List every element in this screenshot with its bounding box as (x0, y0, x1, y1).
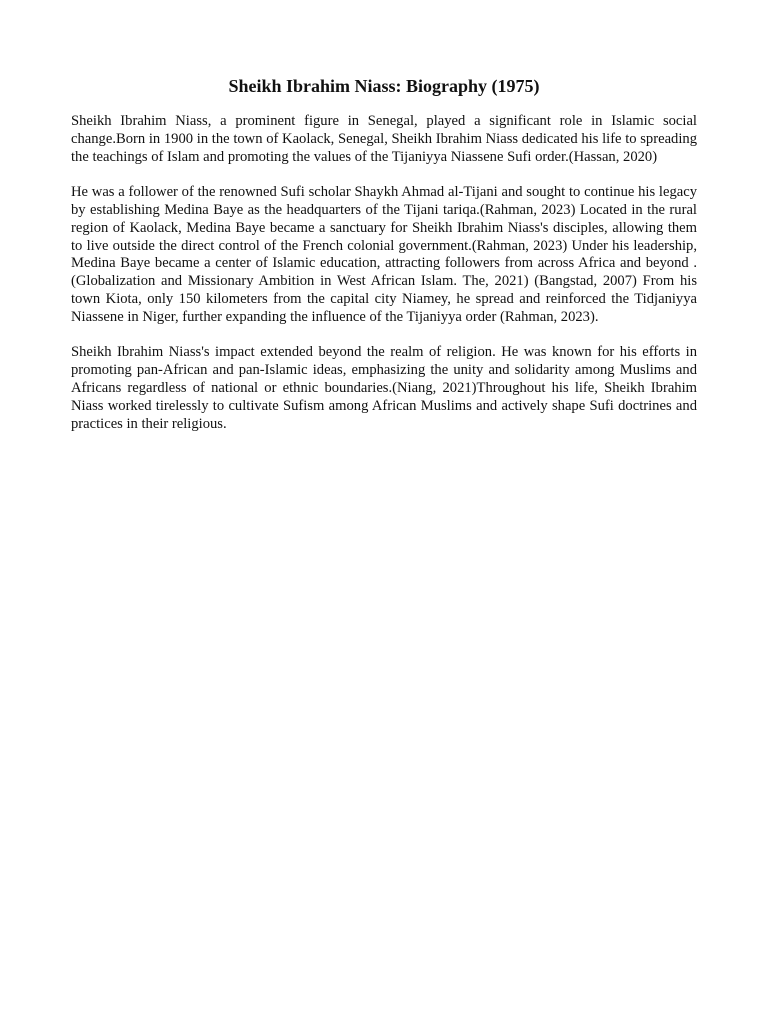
document-title: Sheikh Ibrahim Niass: Biography (1975) (228, 76, 540, 96)
paragraph-2: He was a follower of the renowned Sufi scholar Shaykh Ahmad al-Tijani and sought to continue his legacy by establishing Medina Baye as the headquarters of the Tijani tariqa.(Rahman, 2023) Located in the rural region of Kaolack, Medina Baye became a sanctuary for Sheikh Ibrahim Niass's disciples, allowing them to live outside the direct control of the French colonial government.(Rahman, 2023) Under his leadership, Medina Baye became a center of Islamic education, attracting followers from across Africa and beyond .(Globalization and Missionary Ambition in West African Islam. The, 2021) (Bangstad, 2007) From his town Kiota, only 150 kilometers from the capital city Niamey, he spread and reinforced the Tidjaniyya Niassene in Niger, further expanding the influence of the Tijaniyya order (Rahman, 2023). (71, 184, 697, 325)
paragraph-3: Sheikh Ibrahim Niass's impact extended beyond the realm of religion. He was known for his efforts in promoting pan-African and pan-Islamic ideas, emphasizing the unity and solidarity among Muslims and Africans regardless of national or ethnic boundaries.(Niang, 2021)Throughout his life, Sheikh Ibrahim Niass worked tirelessly to cultivate Sufism among African Muslims and actively shape Sufi doctrines and practices in their religious. (71, 344, 697, 432)
document-body (71, 113, 697, 451)
paragraph-1: Sheikh Ibrahim Niass, a prominent figure in Senegal, played a significant role in Islamic social change.Born in 1900 in the town of Kaolack, Senegal, Sheikh Ibrahim Niass dedicated his life to spreading the teachings of Islam and promoting the values of the Tijaniyya Niassene Sufi order.(Hassan, 2020) (71, 113, 697, 165)
